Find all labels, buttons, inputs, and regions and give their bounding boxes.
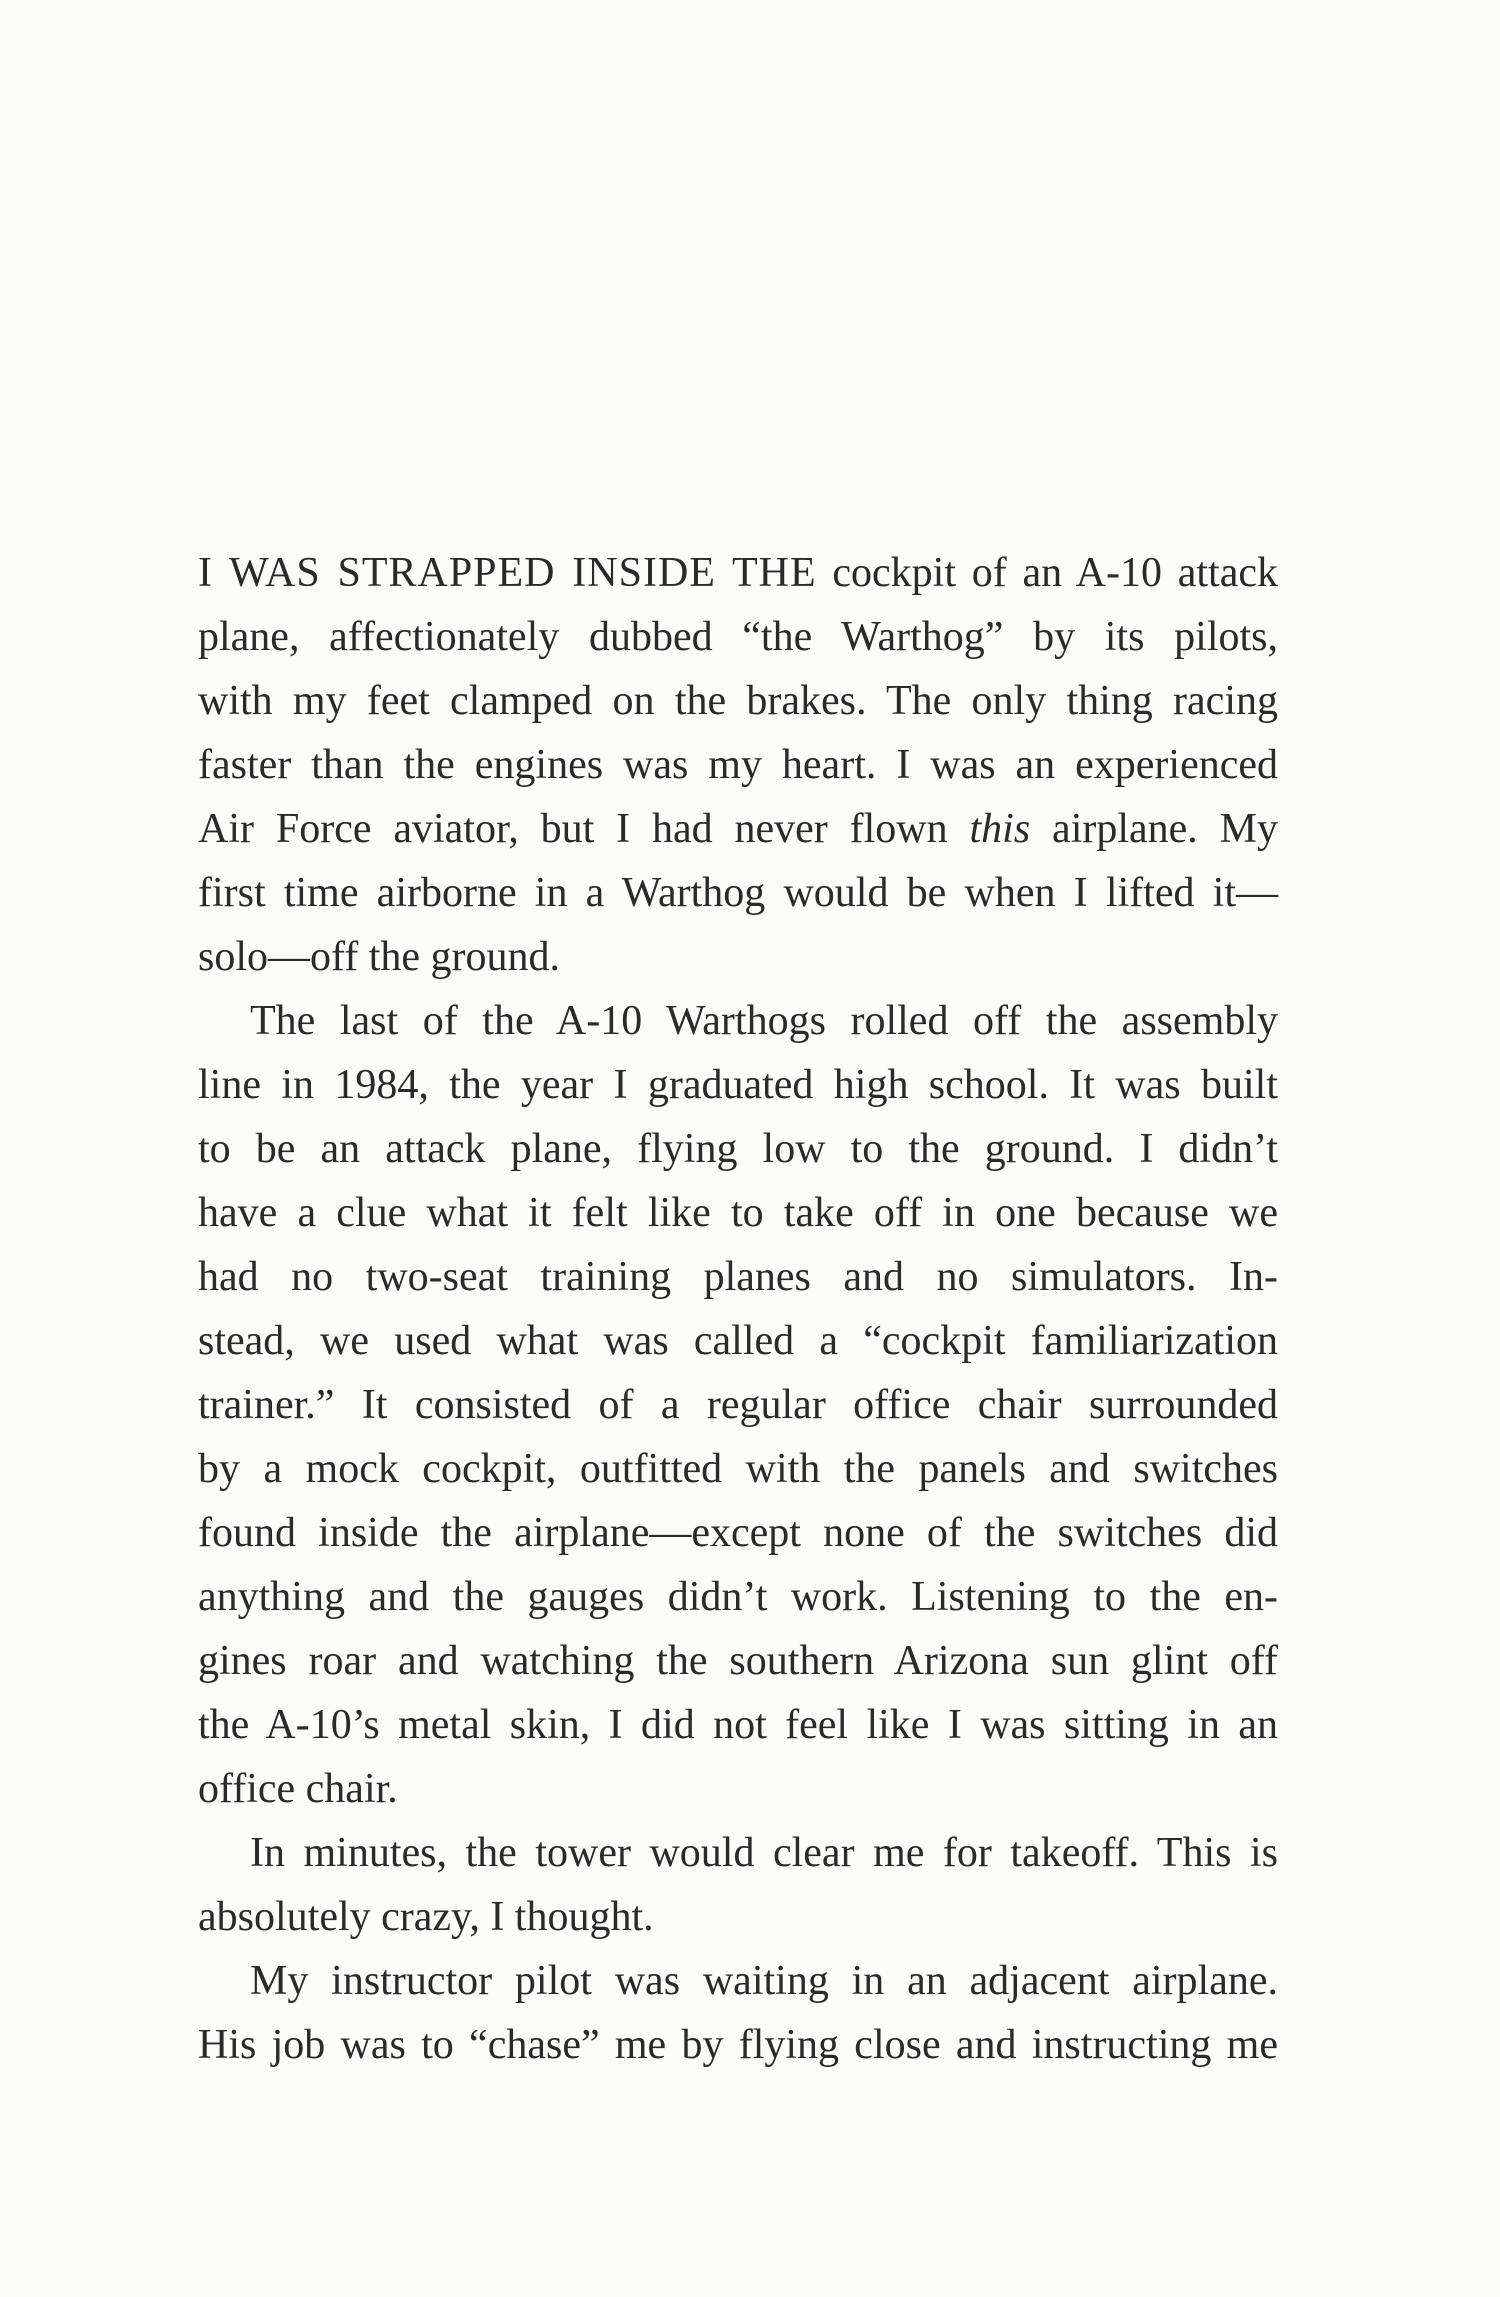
text-line: stead, we used what was called a “cockpit familiarization (198, 1318, 1278, 1364)
text-line: trainer.” It consisted of a regular office chair surrounded (198, 1382, 1278, 1428)
paragraph-3 (198, 1821, 1278, 1949)
body-text (198, 541, 1278, 2077)
text-line: In minutes, the tower would clear me for takeoff. This is (250, 1830, 1278, 1876)
paragraph-2 (198, 989, 1278, 1821)
text-line: His job was to “chase” me by flying close and instructing me (198, 2022, 1278, 2068)
opening-smallcaps: I WAS STRAPPED INSIDE THE (198, 550, 817, 596)
text-line: had no two-seat training planes and no simulators. In- (198, 1254, 1278, 1300)
text-line: the A-10’s metal skin, I did not feel like I was sitting in an (198, 1702, 1278, 1748)
text-line (198, 797, 1278, 861)
paragraph-1 (198, 541, 1278, 989)
text-line: first time airborne in a Warthog would be when I lifted it— (198, 870, 1278, 916)
text-line: have a clue what it felt like to take off in one because we (198, 1190, 1278, 1236)
text-line: solo—off the ground. (198, 934, 561, 980)
text-line: anything and the gauges didn’t work. Listening to the en- (198, 1574, 1278, 1620)
line-part: Air Force aviator, but I had never flown (198, 806, 970, 852)
text-line: with my feet clamped on the brakes. The only thing racing (198, 678, 1278, 724)
italic-word: this (969, 806, 1031, 852)
text-line: found inside the airplane—except none of the switches did (198, 1510, 1278, 1556)
text-line: to be an attack plane, flying low to the ground. I didn’t (198, 1126, 1278, 1172)
text-line: gines roar and watching the southern Arizona sun glint off (198, 1638, 1278, 1684)
text-line: by a mock cockpit, outfitted with the panels and switches (198, 1446, 1278, 1492)
line-part: airplane. My (1030, 806, 1279, 852)
text-line: faster than the engines was my heart. I was an experienced (198, 742, 1278, 788)
text-line: absolutely crazy, I thought. (198, 1894, 654, 1940)
text-line: line in 1984, the year I graduated high school. It was built (198, 1062, 1278, 1108)
opening-rest: cockpit of an A-10 attack (816, 550, 1279, 596)
text-line: plane, affectionately dubbed “the Warthog” by its pilots, (198, 614, 1278, 660)
text-line: The last of the A-10 Warthogs rolled off the assembly (250, 998, 1278, 1044)
paragraph-4 (198, 1949, 1278, 2077)
text-line: My instructor pilot was waiting in an adjacent airplane. (250, 1958, 1278, 2004)
text-line (198, 541, 1278, 605)
text-line: office chair. (198, 1766, 398, 1812)
